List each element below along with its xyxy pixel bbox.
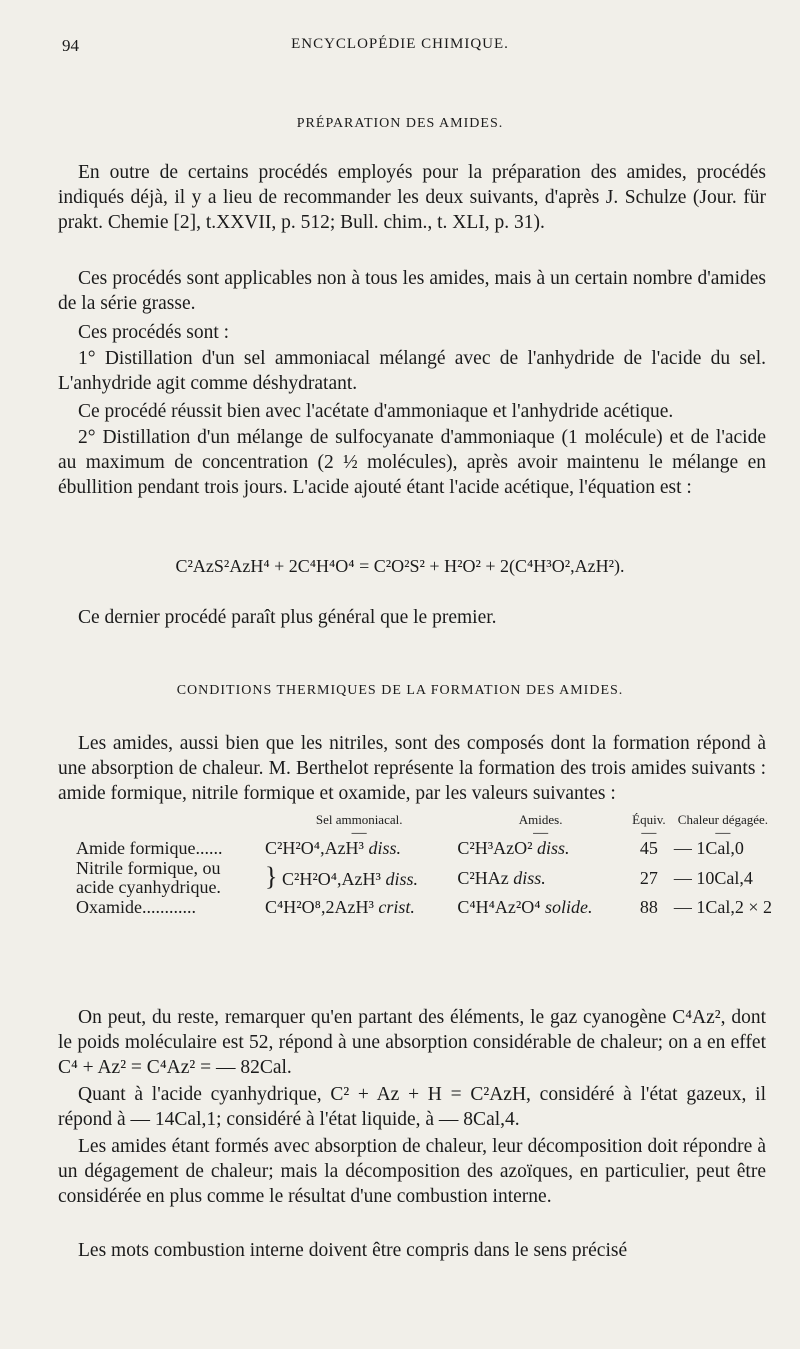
compound-name: Amide formique...... <box>76 838 223 858</box>
salt-formula: C²H²O⁴,AzH³ <box>281 868 381 889</box>
amide-formula: C²H³AzO² <box>457 838 533 858</box>
salt-state: diss. <box>385 868 418 889</box>
column-header-equiv: Équiv. <box>632 812 666 827</box>
paragraph: Les mots combustion interne doivent être compris dans le sens précisé <box>78 1240 628 1261</box>
page-header <box>0 36 800 58</box>
salt-formula: C⁴H²O⁸,2AzH³ <box>265 897 374 917</box>
amide-formula: C²HAz <box>457 867 509 888</box>
amide-formula: C⁴H⁴Az²O⁴ <box>457 897 541 917</box>
equivalent: 45 <box>639 838 658 858</box>
running-title: ENCYCLOPÉDIE CHIMIQUE. <box>291 36 509 52</box>
table-row <box>74 897 774 918</box>
paragraph: Ce dernier procédé paraît plus général que le premier. <box>78 607 497 628</box>
salt-formula: C²H²O⁴,AzH³ <box>265 838 364 858</box>
paragraph: Quant à l'acide cyanhydrique, C² + Az + H = C²AzH, considéré à l'état gazeux, il répond à — 14Cal,1; considéré à l'état liquide, à — 8Cal,4. <box>58 1084 766 1130</box>
salt-state: diss. <box>368 838 401 858</box>
page-number: 94 <box>62 36 79 55</box>
salt-state: crist. <box>378 897 415 917</box>
section-title-thermal-conditions: CONDITIONS THERMIQUES DE LA FORMATION DES AMIDES. <box>176 683 624 698</box>
column-header-salt: Sel ammoniacal. <box>315 812 403 827</box>
amide-state: diss. <box>513 867 546 888</box>
column-header-heat: Chaleur dégagée. <box>677 812 769 827</box>
paragraph: Ces procédés sont applicables non à tous les amides, mais à un certain nombre d'amides de la série grasse. <box>58 268 766 314</box>
section-title-preparation: PRÉPARATION DES AMIDES. <box>296 116 504 131</box>
paragraph: En outre de certains procédés employés pour la préparation des amides, procédés indiqués déjà, il y a lieu de recommander les deux suivants, d'après J. Schulze (Jour. für prakt. Chemie [2], t.XXVII, p. 512; Bull. chim., t. XLI, p. 31). <box>58 162 766 233</box>
paragraph: Ces procédés sont : <box>78 322 230 343</box>
chemical-equation: C²AzS²AzH⁴ + 2C⁴H⁴O⁴ = C²O²S² + H²O² + 2(C⁴H³O²,AzH²). <box>175 556 625 576</box>
paragraph: 2° Distillation d'un mélange de sulfocyanate d'ammoniaque (1 molécule) et de l'acide au maximum de concentration (2 ½ molécules), après avoir maintenu le mélange en ébullition pendant trois jours. L'acide ajouté étant l'acide acétique, l'équation est : <box>58 427 766 498</box>
paragraph: Ce procédé réussit bien avec l'acétate d'ammoniaque et l'anhydride acétique. <box>78 401 674 422</box>
table-row <box>74 838 774 859</box>
equivalent: 88 <box>639 897 658 917</box>
heat-value: — 10Cal,4 <box>673 867 753 888</box>
table-row: Nitrile formique, ou acide cyanhydrique. } C²H²O⁴,AzH³ diss. C²HAz diss. 27 — 10Cal,4 <box>74 859 774 897</box>
heat-value: — 1Cal,0 <box>673 838 744 858</box>
compound-name: Oxamide............ <box>76 897 196 917</box>
paragraph: 1° Distillation d'un sel ammoniacal mélangé avec de l'anhydride de l'acide du sel. L'anhydride agit comme déshydratant. <box>58 348 766 394</box>
column-header-amides: Amides. <box>518 812 563 827</box>
paragraph: On peut, du reste, remarquer qu'en partant des éléments, le gaz cyanogène C⁴Az², dont le poids moléculaire est 52, répond à une absorption considérable de chaleur; on a en effet C⁴ + Az² = C⁴Az² = — 82Cal. <box>58 1007 766 1078</box>
table-header-row <box>74 812 774 828</box>
equivalent: 27 <box>639 867 658 888</box>
table-separator-row: — — — — <box>351 825 731 841</box>
thermochemistry-table <box>74 812 774 918</box>
compound-name: Nitrile formique, ou acide cyanhydrique. <box>76 858 221 897</box>
paragraph: Les amides, aussi bien que les nitriles, sont des composés dont la formation répond à une absorption de chaleur. M. Berthelot représente la formation des trois amides suivants : amide formique, nitrile formique et oxamide, par les valeurs suivantes : <box>58 733 766 804</box>
heat-value: — 1Cal,2 × 2 <box>673 897 772 917</box>
paragraph: Les amides étant formés avec absorption de chaleur, leur décomposition doit répondre à un dégagement de chaleur; mais la décomposition des azoïques, en particulier, peut être considérée en plus comme le résultat d'une combustion interne. <box>58 1136 766 1207</box>
amide-state: solide. <box>545 897 593 917</box>
amide-state: diss. <box>537 838 570 858</box>
